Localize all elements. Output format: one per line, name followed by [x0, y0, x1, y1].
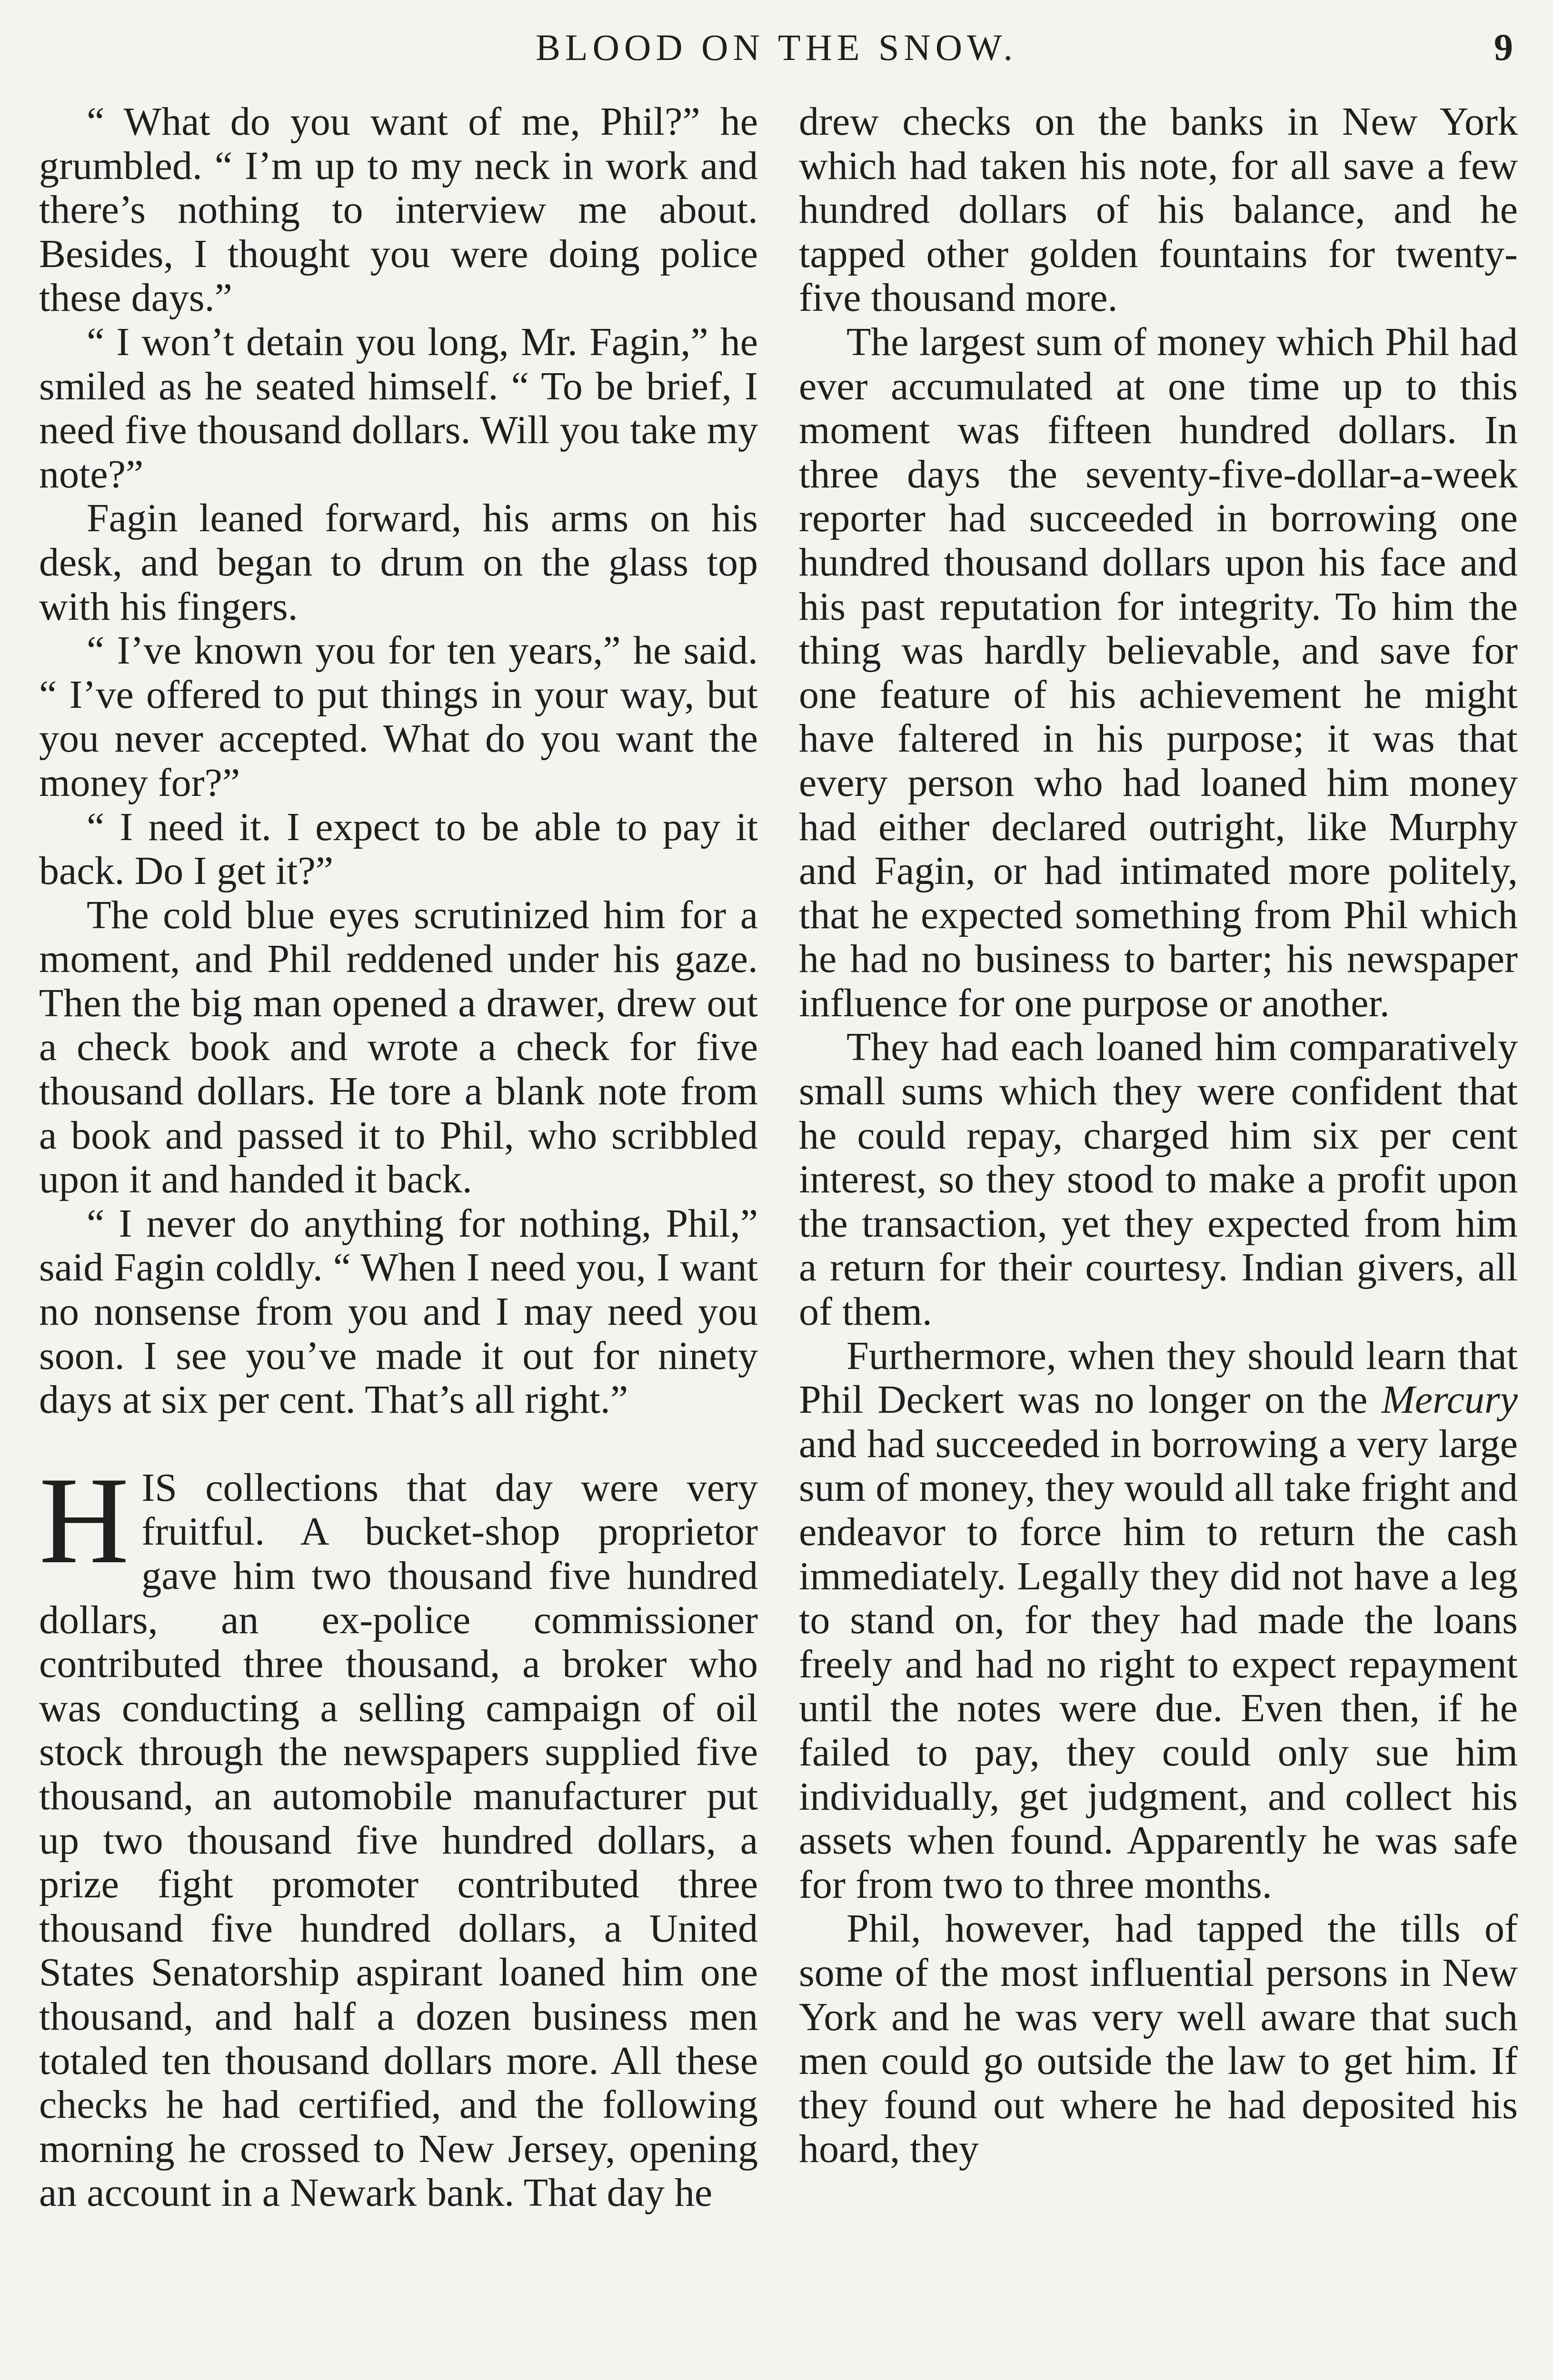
paragraph: “ I won’t detain you long, Mr. Fagin,” he smiled as he seated himself. “ To be brief, I need five thousand dollars. Will you take my note?” — [39, 319, 758, 496]
paragraph: “ What do you want of me, Phil?” he grumbled. “ I’m up to my neck in work and there’s nothing to interview me about. Besides, I thought you were doing police these days.” — [39, 99, 758, 320]
dropcap-paragraph-text: IS collections that day were very fruitful. A bucket-shop proprietor gave him two thousand five hundred dollars, an ex-police commissioner contributed three thousand, a broker who was conducting a selling campaign of oil stock through the newspapers supplied five thousand, an automobile manufacturer put up two thousand five hundred dollars, a prize fight promoter contributed three thousand five hundred dollars, a United States Senatorship aspirant loaned him one thousand, and half a dozen business men totaled ten thousand dollars more. All these checks he had certified, and the following morning he crossed to New Jersey, opening an account in a Newark bank. That day he — [39, 1465, 758, 2215]
section-break — [39, 1422, 758, 1466]
left-column — [39, 100, 758, 2215]
right-column — [799, 100, 1518, 2172]
continued-paragraph: drew checks on the banks in New York which had taken his note, for all save a few hundred dollars of his balance, and he tapped other golden fountains for twenty-five thousand more. — [799, 99, 1518, 320]
paragraph: “ I never do anything for nothing, Phil,” said Fagin coldly. “ When I need you, I want no nonsense from you and I may need you soon. I see you’ve made it out for ninety days at six per cent. That’s all right.” — [39, 1201, 758, 1422]
paragraph: They had each loaned him comparatively small sums which they were confident that he could repay, charged him six per cent interest, so they stood to make a profit upon the transaction, yet they expected from him a return for their courtesy. Indian givers, all of them. — [799, 1025, 1518, 1334]
paragraph: The largest sum of money which Phil had ever accumulated at one time up to this moment was fifteen hundred dollars. In three days the seventy-five-dollar-a-week reporter had succeeded in borrowing one hundred thousand dollars upon his face and his past reputation for integrity. To him the thing was hardly believable, and save for one feature of his achievement he might have faltered in his purpose; it was that every person who had loaned him money had either declared outright, like Murphy and Fagin, or had intimated more politely, that he expected something from Phil which he had no business to barter; his newspaper influence for one purpose or another. — [799, 319, 1518, 1025]
paragraph-furthermore — [799, 1334, 1518, 1907]
dropcap-paragraph — [39, 1451, 758, 2215]
paragraph: The cold blue eyes scrutinized him for a moment, and Phil reddened under his gaze. Then the big man opened a drawer, drew out a check book and wrote a check for five thousand dollars. He tore a blank note from a book and passed it to Phil, who scribbled upon it and handed it back. — [39, 892, 758, 1202]
paragraph: “ I need it. I expect to be able to pay it back. Do I get it?” — [39, 804, 758, 893]
running-head — [0, 19, 1553, 86]
paragraph-text: and had succeeded in borrowing a very large sum of money, they would all take fright and endeavor to force him to return the cash immediately. Legally they did not have a leg to stand on, for they had made the loans freely and had no right to expect repayment until the notes were due. Even then, if he failed to pay, they could only sue him individually, get judgment, and collect his assets when found. Apparently he was safe for from two to three months. — [799, 1421, 1518, 1907]
paragraph: Fagin leaned forward, his arms on his desk, and began to drum on the glass top with his fingers. — [39, 496, 758, 629]
paragraph: Phil, however, had tapped the tills of some of the most influential persons in New York and he was very well aware that such men could go outside the law to get him. If they found out where he had deposited his hoard, they — [799, 1906, 1518, 2172]
page-number: 9 — [1494, 27, 1513, 69]
paragraph-text: Furthermore, when they should learn that Phil Deckert was no longer on the — [799, 1333, 1518, 1422]
newspaper-title: Mercury — [1381, 1378, 1518, 1422]
drop-cap: H — [39, 1451, 129, 1589]
paragraph: “ I’ve known you for ten years,” he said. “ I’ve offered to put things in your way, but you never accepted. What do you want the money for?” — [39, 628, 758, 805]
running-title: BLOOD ON THE SNOW. — [535, 27, 1018, 68]
